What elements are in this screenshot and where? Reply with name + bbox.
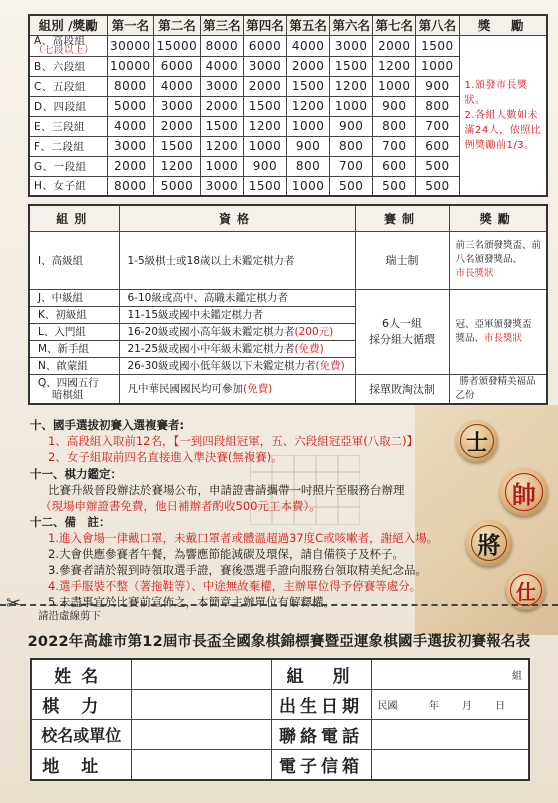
prize-cell: 1500 <box>243 96 286 116</box>
header-rank-8: 第八名 <box>416 15 459 35</box>
group-cell: E、三段組 <box>29 116 107 136</box>
qualification-text: 16-20級或國小高年級未鑑定棋力者 <box>127 326 295 338</box>
header-award: 獎勵 <box>449 205 547 231</box>
award-text-2: 獎品、 <box>455 332 485 344</box>
prize-cell: 1000 <box>243 136 286 156</box>
format-text-2: 採分組大循環 <box>369 332 435 346</box>
header-rank-4: 第四名 <box>243 15 286 35</box>
birth-day: 日 <box>495 700 506 712</box>
section-12-line-5: 5.未盡事宜於比賽前宣佈之，本簡章主辦單位有解釋權。 <box>48 595 335 609</box>
prize-cell: 2000 <box>154 116 201 136</box>
prize-cell: 600 <box>416 136 459 156</box>
piece-label: 士 <box>465 429 488 456</box>
birth-month: 月 <box>461 700 472 712</box>
prize-cell: 500 <box>416 176 459 196</box>
prize-cell: 8000 <box>107 76 154 96</box>
strength-field[interactable] <box>131 689 271 719</box>
section-12-line-1: 1.進入會場一律戴口罩，未戴口罩者或體溫超過37度C或咳嗽者，謝絕入場。 <box>48 531 439 545</box>
group-label: 組 別 <box>271 659 371 689</box>
prize-cell: 700 <box>416 116 459 136</box>
group-cell: K、初級組 <box>29 306 119 323</box>
qualification-cell: 1-5級棋士或18歲以上未鑑定棋力者 <box>119 231 355 289</box>
section-11 <box>30 466 405 514</box>
birth-label: 出生日期 <box>271 689 371 719</box>
group-cell: M、新手組 <box>29 340 119 357</box>
section-12-line-2: 2.大會供應參賽者午餐，為響應節能減碳及環保，請自備筷子及杯子。 <box>48 547 404 561</box>
prize-cell: 900 <box>416 76 459 96</box>
prize-cell: 800 <box>330 136 373 156</box>
prize-cell: 500 <box>416 156 459 176</box>
birth-prefix: 民國 <box>377 700 398 712</box>
header-group: 組別 <box>29 205 119 231</box>
piece-label: 仕 <box>516 579 536 604</box>
prize-cell: 1000 <box>287 116 330 136</box>
table-row <box>29 35 547 56</box>
prize-cell: 900 <box>287 136 330 156</box>
group-text: Q、四國五行 <box>38 376 99 389</box>
group-cell: N、啟蒙組 <box>29 357 119 374</box>
fee-text: (免費) <box>243 383 273 396</box>
award-cell <box>449 374 547 404</box>
section-11-line-1: 比賽升級晉段辦法於賽場公布，申請證書請攜帶一吋照片至服務台辦理 <box>48 483 405 497</box>
piece-label: 帥 <box>512 479 536 509</box>
award-mayor-text: 市長獎狀 <box>484 332 523 344</box>
qualification-cell <box>119 340 355 357</box>
address-label: 地址 <box>31 750 131 780</box>
scissors-icon: ✂ <box>6 593 22 614</box>
award-cell <box>449 231 547 289</box>
prize-cell: 900 <box>243 156 286 176</box>
prize-cell: 500 <box>373 176 416 196</box>
header-qualification: 資格 <box>119 205 355 231</box>
piece-label: 將 <box>477 531 501 559</box>
form-row <box>31 689 529 719</box>
prize-cell: 1500 <box>243 176 286 196</box>
award-mayor-text: 市長獎狀 <box>455 268 494 279</box>
group-table <box>28 204 548 405</box>
email-label: 電子信箱 <box>271 750 371 780</box>
name-label: 姓名 <box>31 659 131 689</box>
birth-field[interactable] <box>371 689 529 719</box>
prize-cell: 2000 <box>107 156 154 176</box>
award-text: 冠、亞軍頒發獎盃 <box>455 318 532 330</box>
prize-cell: 1200 <box>200 136 243 156</box>
prize-cell: 1000 <box>416 56 459 76</box>
group-cell: B、六段組 <box>29 56 107 76</box>
section-12-title: 十二、備 註： <box>30 515 111 529</box>
chess-piece-shi-icon <box>456 420 498 462</box>
section-10-line-2: 2、女子組取前四名直接進入準決賽(無複賽)。 <box>48 450 283 464</box>
school-field[interactable] <box>131 720 271 750</box>
prize-cell: 8000 <box>200 35 243 56</box>
award-text: 前三名頒發獎盃、前八名頒發獎品、 <box>455 240 542 265</box>
piece-ring <box>471 525 507 561</box>
prize-cell: 6000 <box>154 56 201 76</box>
prize-cell: 3000 <box>330 35 373 56</box>
prize-cell: 1200 <box>330 76 373 96</box>
table-row <box>29 289 547 306</box>
registration-form <box>30 658 530 781</box>
group-text: A、高段組 <box>34 34 86 47</box>
award-text-2: 乙份 <box>455 389 475 401</box>
chess-piece-shuai-icon <box>500 468 548 516</box>
group-field[interactable] <box>371 659 529 689</box>
prize-cell: 10000 <box>107 56 154 76</box>
prize-table <box>28 14 548 197</box>
qualification-cell <box>119 323 355 340</box>
qualification-text: 26-30級或國小低年級以下未鑑定棋力者 <box>127 360 316 372</box>
prize-cell: 4000 <box>200 56 243 76</box>
prize-cell: 600 <box>373 156 416 176</box>
prize-cell: 8000 <box>107 176 154 196</box>
prize-table-body <box>29 35 547 196</box>
cut-instruction: 請沿虛線剪下 <box>38 610 101 622</box>
group-table-header <box>29 205 547 231</box>
group-cell <box>29 374 119 404</box>
strength-label: 棋力 <box>31 689 131 719</box>
table-row <box>29 231 547 289</box>
name-field[interactable] <box>131 659 271 689</box>
award-note-cell <box>459 35 547 196</box>
group-rows-jn <box>29 289 547 374</box>
format-cell: 採單敗淘汰制 <box>355 374 449 404</box>
fee-text: (免費) <box>294 343 324 355</box>
group-text-2: 暗棋組 <box>52 388 84 401</box>
fee-text: (免費) <box>315 360 345 372</box>
prize-cell: 1500 <box>200 116 243 136</box>
address-field[interactable] <box>131 750 271 780</box>
prize-cell: 30000 <box>107 35 154 56</box>
qualification-text: 6-10級或高中、高職未鑑定棋力者 <box>127 292 288 304</box>
cut-dashed-line <box>0 604 558 606</box>
prize-cell: 900 <box>373 96 416 116</box>
prize-cell: 3000 <box>200 76 243 96</box>
header-rank-2: 第二名 <box>154 15 201 35</box>
award-cell <box>449 289 547 374</box>
prize-cell: 900 <box>330 116 373 136</box>
section-12-line-4: 4.選手服裝不整（著拖鞋等）、中途無故棄權，主辦單位得予停賽等處分。 <box>48 579 422 593</box>
header-award: 獎 勵 <box>459 15 547 35</box>
prize-cell: 1500 <box>330 56 373 76</box>
school-label: 校名或單位 <box>31 720 131 750</box>
prize-cell: 1000 <box>373 76 416 96</box>
group-cell: G、一段組 <box>29 156 107 176</box>
format-cell <box>355 289 449 374</box>
prize-cell: 2000 <box>373 35 416 56</box>
piece-ring <box>460 424 494 458</box>
prize-cell: 1200 <box>373 56 416 76</box>
form-row <box>31 750 529 780</box>
award-note-2: 2.各組人數如未滿24人，依照比例獎勵前1/3。 <box>464 109 542 151</box>
header-format: 賽制 <box>355 205 449 231</box>
prize-cell: 2000 <box>200 96 243 116</box>
group-cell: H、女子組 <box>29 176 107 196</box>
prize-cell: 800 <box>287 156 330 176</box>
prize-cell: 1500 <box>416 35 459 56</box>
prize-cell: 2000 <box>287 56 330 76</box>
section-10 <box>30 417 418 465</box>
prize-cell: 800 <box>373 116 416 136</box>
prize-cell: 5000 <box>107 96 154 116</box>
prize-cell: 1000 <box>200 156 243 176</box>
prize-cell: 1000 <box>330 96 373 116</box>
prize-cell: 3000 <box>107 136 154 156</box>
prize-table-header <box>29 15 547 35</box>
phone-label: 聯絡電話 <box>271 720 371 750</box>
prize-cell: 4000 <box>287 35 330 56</box>
group-cell: F、二段組 <box>29 136 107 156</box>
prize-cell: 4000 <box>154 76 201 96</box>
group-cell <box>29 35 107 56</box>
qualification-cell <box>119 374 355 404</box>
header-rank-7: 第七名 <box>373 15 416 35</box>
prize-cell: 1200 <box>287 96 330 116</box>
prize-cell: 700 <box>330 156 373 176</box>
qualification-text: 11-15級或國中未鑑定棋力者 <box>127 309 264 321</box>
prize-cell: 3000 <box>243 56 286 76</box>
fee-text: (200元) <box>294 326 334 338</box>
group-cell: C、五段組 <box>29 76 107 96</box>
qualification-cell <box>119 357 355 374</box>
prize-cell: 800 <box>416 96 459 116</box>
group-cell: D、四段組 <box>29 96 107 116</box>
format-cell: 瑞士制 <box>355 231 449 289</box>
prize-cell: 4000 <box>107 116 154 136</box>
format-text: 6人一組 <box>382 316 422 330</box>
header-rank-1: 第一名 <box>107 15 154 35</box>
prize-cell: 700 <box>373 136 416 156</box>
prize-cell: 500 <box>330 176 373 196</box>
section-10-line-1: 1、高段組入取前12名，【一到四段組冠軍，五、六段組冠亞軍(八取二)】 <box>48 434 419 448</box>
header-group: 組別 /獎勵 <box>29 15 107 35</box>
form-row <box>31 720 529 750</box>
group-subtext: （七段以上） <box>34 44 95 56</box>
prize-cell: 1200 <box>154 156 201 176</box>
piece-ring <box>510 574 542 606</box>
prize-cell: 3000 <box>200 176 243 196</box>
group-cell: J、中級組 <box>29 289 119 306</box>
prize-cell: 15000 <box>154 35 201 56</box>
form-row <box>31 659 529 689</box>
prize-cell: 1000 <box>287 176 330 196</box>
phone-field[interactable] <box>371 720 529 750</box>
section-12 <box>30 514 438 610</box>
form-title: 2022年高雄市第12屆市長盃全國象棋錦標賽暨亞運象棋國手選拔初賽報名表 <box>27 634 531 650</box>
header-rank-6: 第六名 <box>330 15 373 35</box>
prize-cell: 5000 <box>154 176 201 196</box>
chess-piece-jiang-icon <box>466 520 512 566</box>
award-text: 勝者頒發精美福品 <box>459 375 536 387</box>
birth-year: 年 <box>428 700 439 712</box>
qualification-text: 凡中華民國國民均可參加 <box>127 383 243 396</box>
qualification-text: 21-25級或國小中年級未鑑定棋力者 <box>127 343 295 355</box>
qualification-cell <box>119 289 355 306</box>
group-suffix: 組 <box>512 670 522 682</box>
group-cell: L、入門組 <box>29 323 119 340</box>
piece-ring <box>505 473 543 511</box>
prize-cell: 2000 <box>243 76 286 96</box>
section-11-title: 十一、棋力鑑定： <box>30 467 122 481</box>
header-rank-5: 第五名 <box>287 15 330 35</box>
prize-cell: 6000 <box>243 35 286 56</box>
table-row <box>29 374 547 404</box>
qualification-cell <box>119 306 355 323</box>
group-cell: I、高級組 <box>29 231 119 289</box>
section-11-line-2: （現場申辦證書免費，他日補辦者酌收500元工本費）。 <box>40 499 321 513</box>
prize-cell: 1500 <box>287 76 330 96</box>
header-rank-3: 第三名 <box>200 15 243 35</box>
prize-cell: 1500 <box>154 136 201 156</box>
section-12-line-3: 3.參賽者請於報到時領取選手證，賽後憑選手證向服務台領取精美紀念品。 <box>48 563 427 577</box>
section-10-title: 十、國手選拔初賽入選複賽者: <box>30 418 185 432</box>
email-field[interactable] <box>371 750 529 780</box>
prize-cell: 1200 <box>243 116 286 136</box>
award-note-1: 1.頒發市長獎狀。 <box>464 79 528 106</box>
prize-cell: 3000 <box>154 96 201 116</box>
